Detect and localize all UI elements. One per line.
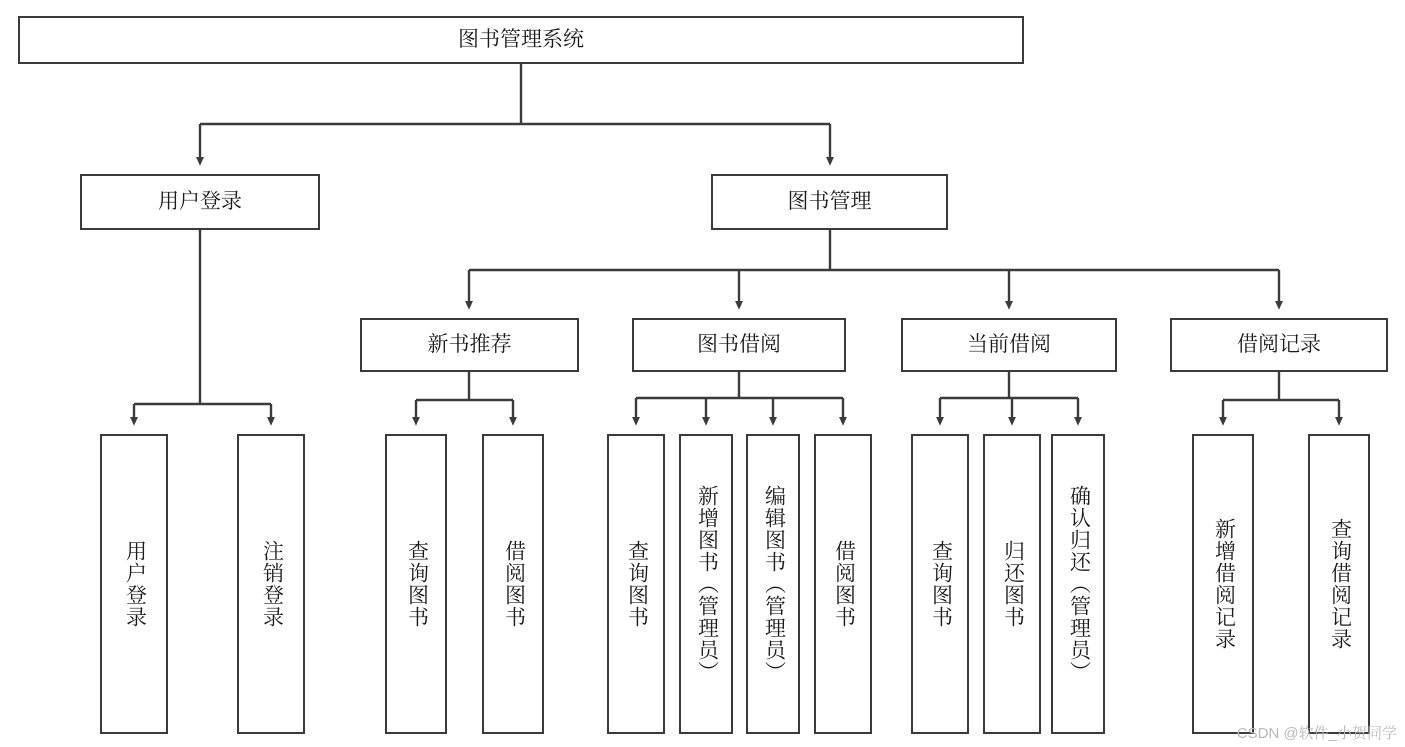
- node-leaf-query-book-3[interactable]: [911, 434, 969, 734]
- node-leaf-query-book-1-label: 查询图书: [405, 540, 429, 628]
- node-leaf-confirm-return-admin-label: 确认归还（管理员）: [1067, 485, 1091, 683]
- node-leaf-borrow-book-2[interactable]: [814, 434, 872, 734]
- node-leaf-borrow-book-2-label: 借阅图书: [832, 540, 856, 628]
- node-leaf-add-borrow-record-label: 新增借阅记录: [1212, 518, 1236, 650]
- node-leaf-confirm-return-admin[interactable]: [1051, 434, 1105, 734]
- node-root-label: 图书管理系统: [458, 27, 584, 51]
- node-leaf-user-login[interactable]: [100, 434, 168, 734]
- node-leaf-edit-book-admin[interactable]: [746, 434, 800, 734]
- node-book-borrow-label: 图书借阅: [697, 332, 781, 356]
- node-leaf-user-logout-label: 注销登录: [260, 540, 284, 628]
- node-leaf-query-book-1[interactable]: [385, 434, 447, 734]
- node-leaf-query-book-2-label: 查询图书: [625, 540, 649, 628]
- node-leaf-query-borrow-record[interactable]: [1308, 434, 1370, 734]
- node-leaf-return-book[interactable]: [983, 434, 1041, 734]
- node-book-borrow[interactable]: [632, 318, 846, 372]
- node-leaf-user-logout[interactable]: [237, 434, 305, 734]
- node-leaf-add-book-admin[interactable]: [679, 434, 733, 734]
- node-current-borrow-label: 当前借阅: [967, 332, 1051, 356]
- node-leaf-user-login-label: 用户登录: [123, 540, 147, 628]
- node-root[interactable]: [18, 16, 1024, 64]
- node-leaf-query-book-2[interactable]: [607, 434, 665, 734]
- node-user-login[interactable]: [80, 174, 320, 230]
- node-new-book-rec-label: 新书推荐: [427, 332, 512, 356]
- node-leaf-query-borrow-record-label: 查询借阅记录: [1328, 518, 1352, 650]
- node-book-manage[interactable]: [711, 174, 948, 230]
- node-new-book-rec[interactable]: [360, 318, 579, 372]
- node-current-borrow[interactable]: [901, 318, 1117, 372]
- node-leaf-add-book-admin-label: 新增图书（管理员）: [695, 485, 719, 683]
- node-user-login-label: 用户登录: [158, 189, 242, 213]
- node-book-manage-label: 图书管理: [787, 189, 872, 213]
- node-borrow-record-label: 借阅记录: [1237, 332, 1321, 356]
- watermark: CSDN @软件_小贺同学: [1236, 725, 1397, 742]
- node-leaf-query-book-3-label: 查询图书: [929, 540, 953, 628]
- node-leaf-return-book-label: 归还图书: [1001, 540, 1025, 628]
- node-leaf-borrow-book-1[interactable]: [482, 434, 544, 734]
- node-borrow-record[interactable]: [1170, 318, 1388, 372]
- node-leaf-add-borrow-record[interactable]: [1192, 434, 1254, 734]
- node-leaf-edit-book-admin-label: 编辑图书（管理员）: [762, 485, 786, 683]
- node-leaf-borrow-book-1-label: 借阅图书: [502, 540, 526, 628]
